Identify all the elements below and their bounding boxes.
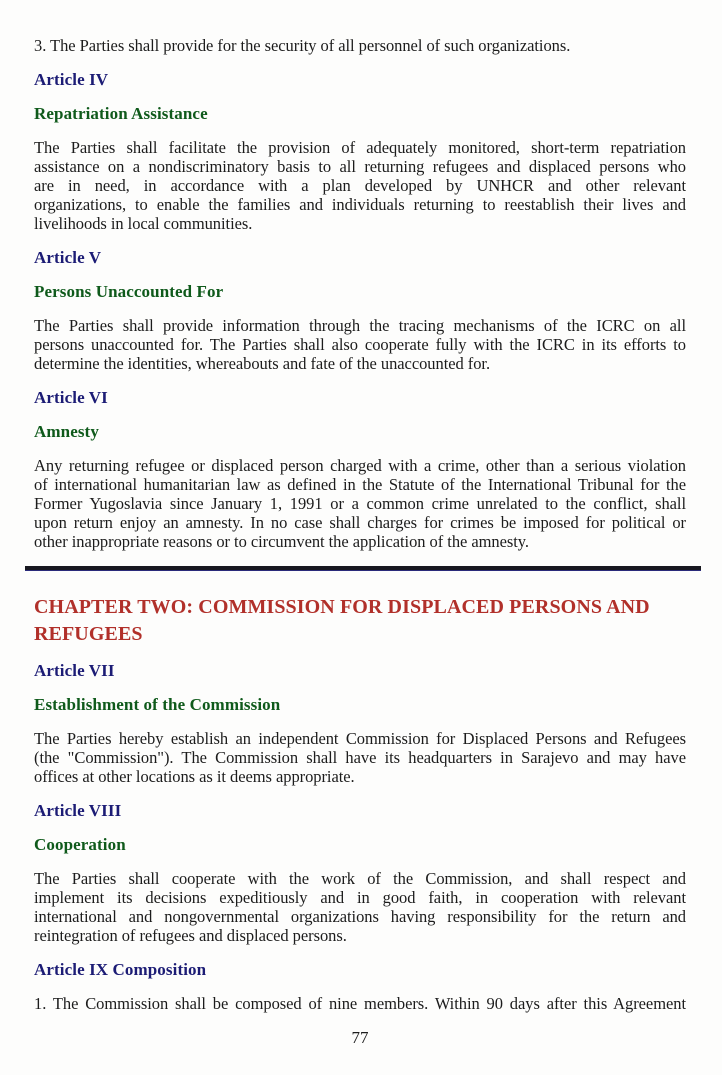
article-8-paragraph — [34, 869, 686, 945]
article-heading: Article VI — [34, 388, 108, 407]
paragraph-line: 1. The Commission shall be composed of nine members. Within 90 days after this Agreement — [34, 994, 686, 1013]
article-5-paragraph — [34, 316, 686, 373]
paragraph-line: 3. The Parties shall provide for the security of all personnel of such organizations. — [34, 36, 571, 55]
article-heading: Article IX Composition — [34, 960, 207, 979]
paragraph-line: offices at other locations as it deems appropriate. — [34, 767, 355, 786]
page-number: 77 — [351, 1028, 369, 1047]
article-4-paragraph — [34, 138, 686, 233]
paragraph-line: The Parties shall facilitate the provision of adequately monitored, short-term repatriation — [34, 138, 686, 157]
paragraph-line: The Parties shall provide information through the tracing mechanisms of the ICRC on all — [34, 316, 686, 335]
paragraph-line: Former Yugoslavia since January 1, 1991 or a common crime unrelated to the conflict, shall — [34, 494, 686, 513]
article-6-paragraph — [34, 456, 686, 551]
article-heading: Article V — [34, 248, 102, 267]
paragraph-line: The Parties hereby establish an independent Commission for Displaced Persons and Refugees — [34, 729, 686, 748]
paragraph-line: reintegration of refugees and displaced persons. — [34, 926, 347, 945]
document-content — [34, 36, 686, 1013]
chapter-heading — [34, 594, 686, 648]
paragraph-line: are in need, in accordance with a plan developed by UNHCR and other relevant — [34, 176, 686, 195]
paragraph-line: implement its decisions expeditiously and in good faith, in cooperation with relevant — [34, 888, 686, 907]
paragraph-line: persons unaccounted for. The Parties shall also cooperate fully with the ICRC in its efforts to — [34, 335, 686, 354]
article-heading: Article IV — [34, 70, 109, 89]
paragraph-line: determine the identities, whereabouts and fate of the unaccounted for. — [34, 354, 491, 373]
paragraph-line: Any returning refugee or displaced person charged with a crime, other than a serious violation — [34, 456, 686, 475]
paragraph-line: other inappropriate reasons or to circumvent the application of the amnesty. — [34, 532, 530, 551]
paragraph-line: livelihoods in local communities. — [34, 214, 253, 233]
paragraph-line: organizations, to enable the families and individuals returning to reestablish their lives and — [34, 195, 686, 214]
paragraph-line: upon return enjoy an amnesty. In no case shall charges for crimes be imposed for political or — [34, 513, 686, 532]
paragraph-line: of international humanitarian law as defined in the Statute of the International Tribunal for the — [34, 475, 686, 494]
section-subheading: Establishment of the Commission — [34, 695, 281, 714]
paragraph-line: assistance on a nondiscriminatory basis to all returning refugees and displaced persons who — [34, 157, 686, 176]
article-7-paragraph — [34, 729, 686, 786]
paragraph-line: The Parties shall cooperate with the work of the Commission, and shall respect and — [34, 869, 686, 888]
article-9-clause-1-paragraph — [34, 994, 686, 1013]
paragraph-line: (the "Commission"). The Commission shall have its headquarters in Sarajevo and may have — [34, 748, 686, 767]
section-divider-rule — [25, 566, 701, 571]
section-subheading: Persons Unaccounted For — [34, 282, 224, 301]
clause-3-paragraph — [34, 36, 686, 55]
chapter-heading-line: REFUGEES — [34, 623, 143, 645]
article-heading: Article VII — [34, 661, 115, 680]
section-subheading: Repatriation Assistance — [34, 104, 208, 123]
paragraph-line: international and nongovernmental organizations having responsibility for the return and — [34, 907, 686, 926]
chapter-heading-line: CHAPTER TWO: COMMISSION FOR DISPLACED PERSONS AND — [34, 596, 650, 618]
section-subheading: Amnesty — [34, 422, 99, 441]
section-subheading: Cooperation — [34, 835, 126, 854]
article-heading: Article VIII — [34, 801, 122, 820]
